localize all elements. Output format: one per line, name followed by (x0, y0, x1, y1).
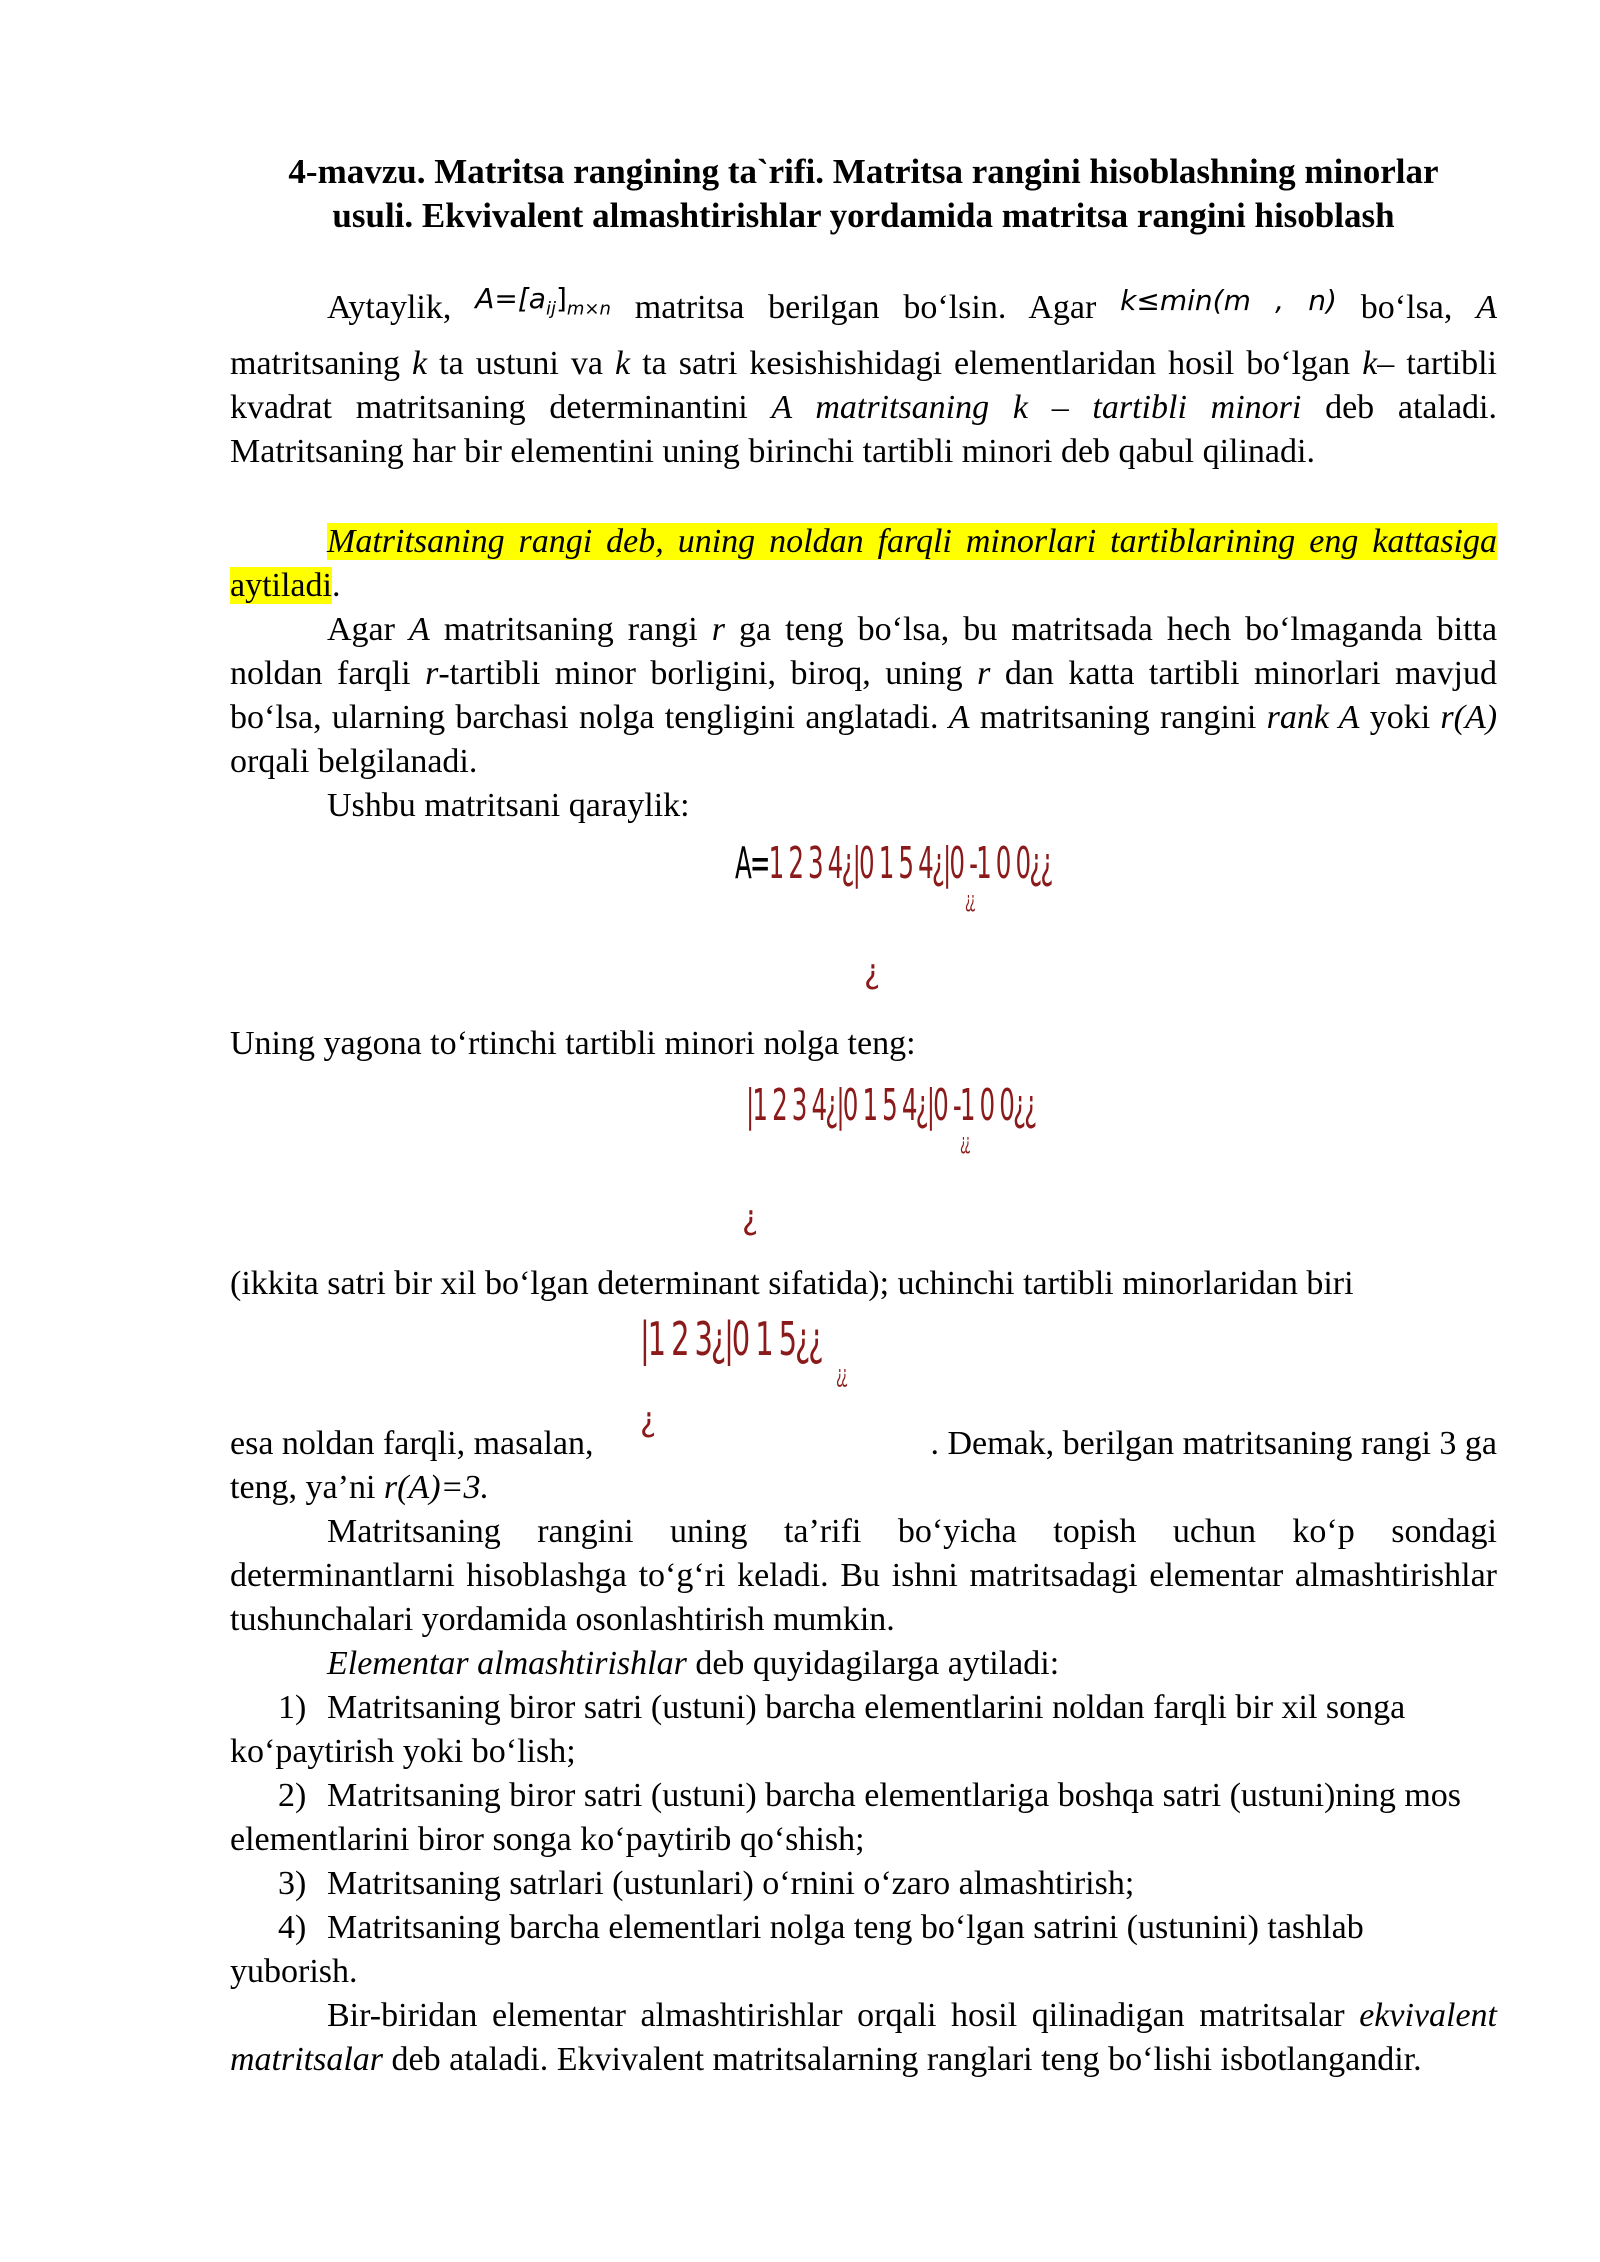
title-line-2: usuli. Ekvivalent almashtirishlar yordamida matritsa rangini hisoblash (332, 196, 1395, 235)
formula-k-min: k≤min(m , n) (1120, 284, 1337, 317)
paragraph-rank-definition: Matritsaning rangi deb, uning noldan farqli minorlari tartiblarining eng kattasiga aytiladi. (230, 523, 1497, 604)
paragraph-rank-meaning: Agar A matritsaning rangi r ga teng bo‘lsa, bu matritsada hech bo‘lmaganda bitta noldan farqli r-tartibli minor borligini, biroq, uning r dan katta tartibli minorlari mavjud bo‘lsa, ularning barchasi nolga tengligini anglatadi. A matritsaning rangini rank A yoki r(A) orqali belgilanadi. (230, 611, 1498, 780)
paragraph-consider-matrix: Ushbu matritsani qaraylik: (327, 787, 690, 824)
matrix-a-tail: ¿¿ (965, 888, 975, 913)
paragraph-elementary-definition: Elementar almashtirishlar deb quyidagilarga aytiladi: (327, 1645, 1060, 1682)
determinant-3x3-tail: ¿¿ (836, 1360, 847, 1388)
formula-matrix-a: A=[aij]m×n (475, 282, 611, 320)
determinant-3x3-below: ¿ (640, 1400, 654, 1440)
list-item: 2) Matritsaning biror satri (ustuni) barcha elementlariga boshqa satri (ustuni)ning mos elementlarini biror songa ko‘paytirib qo‘shish; (230, 1777, 1462, 1858)
paragraph-fourth-order-minor: Uning yagona to‘rtinchi tartibli minori nolga teng: (230, 1025, 916, 1062)
determinant-4x4-tail: ¿¿ (960, 1130, 970, 1155)
list-item: 4) Matritsaning barcha elementlari nolga teng bo‘lgan satrini (ustunini) tashlab yuborish. (230, 1909, 1364, 1990)
paragraph-conclusion-line-1: esa noldan farqli, masalan, . Demak, berilgan matritsaning rangi 3 ga (230, 1425, 1497, 1462)
matrix-a-formula: A=1 2 3 4¿|0 1 5 4¿|0 -1 0 0¿¿ (735, 838, 1052, 889)
list-item: 3) Matritsaning satrlari (ustunlari) o‘rnini o‘zaro almashtirish; (278, 1865, 1135, 1902)
determinant-4x4-below: ¿ (742, 1198, 756, 1238)
highlighted-definition: Matritsaning rangi deb, uning noldan farqli minorlari tartiblarining eng kattasiga (327, 523, 1497, 560)
paragraph-third-order-minor: (ikkita satri bir xil bo‘lgan determinant sifatida); uchinchi tartibli minorlaridan biri (230, 1265, 1354, 1302)
list-item: 1) Matritsaning biror satri (ustuni) barcha elementlarini noldan farqli bir xil songa ko‘paytirish yoki bo‘lish; (230, 1689, 1406, 1770)
matrix-a-below: ¿ (864, 952, 878, 992)
paragraph-conclusion-line-2: teng, ya’ni r(A)=3. (230, 1469, 489, 1506)
determinant-3x3: |1 2 3¿|0 1 5¿¿ (640, 1312, 822, 1366)
paragraph-minor-definition: Aytaylik, $^{A=[a_{ij}]_{m\times n}}$ matritsa berilgan bo‘lsin. Agar $^{k\le min(m , n)}$ bo‘lsa, A matritsaning k ta ustuni va k ta satri kesishishidagi elementlaridan hosil bo‘lgan k– tartibli kvadrat matritsaning determinantini A matritsaning k – tartibli minori deb ataladi. Matritsaning har bir elementini uning birinchi tartibli minori deb qabul qilinadi. (230, 282, 1498, 470)
determinant-4x4: |1 2 3 4¿|0 1 5 4¿|0 -1 0 0¿¿ (746, 1080, 1036, 1131)
title-line-1: 4-mavzu. Matritsa rangining ta`rifi. Matritsa rangini hisoblashning minorlar (288, 152, 1439, 191)
paragraph-equivalent-matrices: Bir-biridan elementar almashtirishlar orqali hosil qilinadigan matritsalar ekvivalent matritsalar deb ataladi. Ekvivalent matritsalarning ranglari teng bo‘lishi isbotlangandir. (230, 1997, 1497, 2078)
paragraph-elementary-intro: Matritsaning rangini uning ta’rifi bo‘yicha topish uchun ko‘p sondagi determinantlarni hisoblashga to‘g‘ri keladi. Bu ishni matritsadagi elementar almashtirishlar tushunchalari yordamida osonlashtirish mumkin. (230, 1513, 1497, 1638)
page-title (230, 150, 1497, 238)
